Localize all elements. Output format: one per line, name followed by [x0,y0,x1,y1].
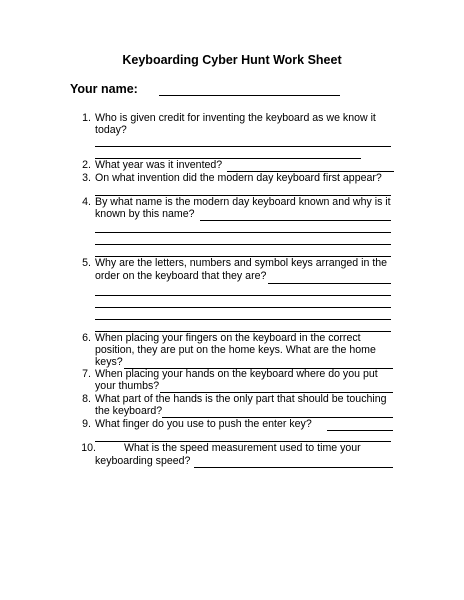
question-text: Who is given credit for inventing the keyboard as we know it [95,112,376,124]
question-number: 5. [82,257,91,269]
question-text: your thumbs? [95,380,160,392]
question-text: On what invention did the modern day keyboard first appear? [95,172,382,184]
question-text: the keyboard? [95,405,163,417]
question-text: What is the speed measurement used to time your [124,442,361,454]
question-number: 9. [82,418,91,430]
question-number: 7. [82,368,91,380]
name-answer-line[interactable] [159,95,340,96]
question-number: 2. [82,159,91,171]
answer-line[interactable] [200,220,391,221]
answer-line[interactable] [95,146,391,147]
answer-line[interactable] [327,430,393,431]
question-number: 1. [82,112,91,124]
question-text: position, they are put on the home keys. What are the home [95,344,376,356]
question-text: When placing your fingers on the keyboard in the correct [95,332,361,344]
question-text: today? [95,124,127,136]
question-text: Why are the letters, numbers and symbol keys arranged in the [95,257,388,269]
answer-line[interactable] [95,295,391,296]
answer-line[interactable] [95,319,391,320]
question-text: order on the keyboard that they are? [95,270,267,282]
question-text: By what name is the modern day keyboard known and why is it [95,196,391,208]
question-number: 6. [82,332,91,344]
question-text: known by this name? [95,208,195,220]
question-text: keyboarding speed? [95,455,191,467]
question-number: 10. [81,442,96,454]
question-text: keys? [95,356,123,368]
answer-line[interactable] [95,232,391,233]
worksheet-title: Keyboarding Cyber Hunt Work Sheet [122,53,342,67]
question-number: 4. [82,196,91,208]
name-label: Your name: [70,82,138,96]
answer-line[interactable] [95,244,391,245]
question-number: 3. [82,172,91,184]
question-text: What part of the hands is the only part that should be touching [95,393,387,405]
answer-line[interactable] [194,467,393,468]
answer-line[interactable] [95,307,391,308]
answer-line[interactable] [268,283,391,284]
question-text: What year was it invented? [95,159,223,171]
question-text: When placing your hands on the keyboard where do you put [95,368,378,380]
question-number: 8. [82,393,91,405]
question-text: What finger do you use to push the enter key? [95,418,312,430]
